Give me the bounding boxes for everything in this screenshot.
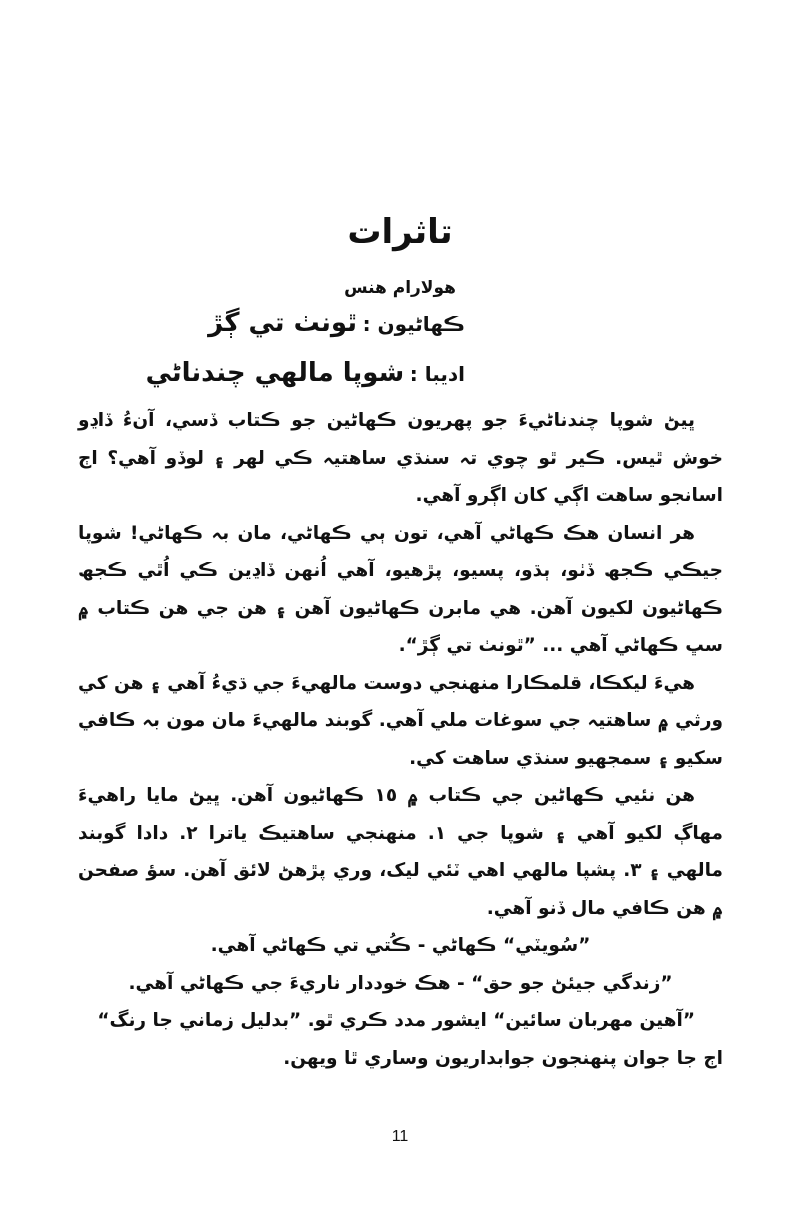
- writer-heading: [146, 358, 465, 388]
- paragraph: ڀيڻ شوپا چندناڻيءَ جو پهريون ڪهاڻين جو ڪتاب ڏسي، آنءُ ڏاڍو خوش ٿيس. ڪير ٿو چوي تہ سنڌي ساهتيہ ڪي لهر ۽ لوڏو آهي؟ اڄ اسانجو ساهت اڳي کان اڳرو آهي.: [78, 410, 723, 506]
- author-name: هولارام هنس: [344, 278, 456, 298]
- body-text: [78, 402, 723, 1077]
- paragraph: هن نئيي ڪهاڻين جي ڪتاب ۾ ١٥ ڪهاڻيون آهن. ڀيڻ مايا راهيءَ مهاڳ لکيو آهي ۽ شوپا جي ١. منهنجي ساهتيڪ ياترا ٢. دادا گوبند مالهي ۽ ٣. پشپا مالهي اهي ٽئي ليک، وري پڙهڻ لائق آهن. سؤ صفحن ۾ هن ڪافي مال ڏنو آهي.: [78, 785, 724, 919]
- stories-title: ٿونٺ تي ڳڙ: [208, 308, 357, 338]
- stories-label: ڪهاڻيون :: [362, 312, 465, 336]
- highlight-line: ”زندگي جيئڻ جو حق“ - هڪ خوددار ناريءَ جي ڪهاڻي آهي.: [128, 972, 673, 994]
- writer-label: اديبا :: [409, 362, 465, 386]
- page-title: تاثرات: [347, 212, 453, 252]
- closing-line: اڄ جا جوان پنهنجون جوابداريون وساري ٿا ويهن.: [283, 1047, 723, 1069]
- paragraph: هر انسان هڪ ڪهاڻي آهي، تون ٻي ڪهاڻي، مان بہ ڪهاڻي! شوپا جيڪي ڪجھ ڏٺو، ٻڌو، پسيو، پڙهيو، آهي اُنهن ڏاڍين ڪي اُٿي ڪجھ ڪهاڻيون لکيون آهن. هي مابرن ڪهاڻيون آهن ۽ هن جي هن ڪتاب ۾ سڀ ڪهاڻي آهي ... ”ٿونٺ تي ڳڙ“.: [78, 522, 723, 656]
- paragraph: هيءَ ليکڪا، قلمڪارا منهنجي دوست مالهيءَ جي ڌيءُ آهي ۽ هن کي ورثي ۾ ساهتيہ جي سوغات ملي آهي. گوبند مالهيءَ مان مون بہ ڪافي سکيو ۽ سمجھيو سنڌي ساهت کي.: [78, 672, 723, 769]
- stories-heading: [208, 308, 465, 338]
- page-number: 11: [391, 1128, 409, 1145]
- writer-name: شوپا مالهي چندناڻي: [145, 358, 405, 388]
- highlight-line: ”سُويٽي“ ڪهاڻي - ڪُتي تي ڪهاڻي آهي.: [210, 935, 591, 956]
- highlight-line: ”آهين مهربان سائين“ ايشور مدد ڪري ٿو. ”بدليل زماني جا رنگ“: [97, 1010, 695, 1031]
